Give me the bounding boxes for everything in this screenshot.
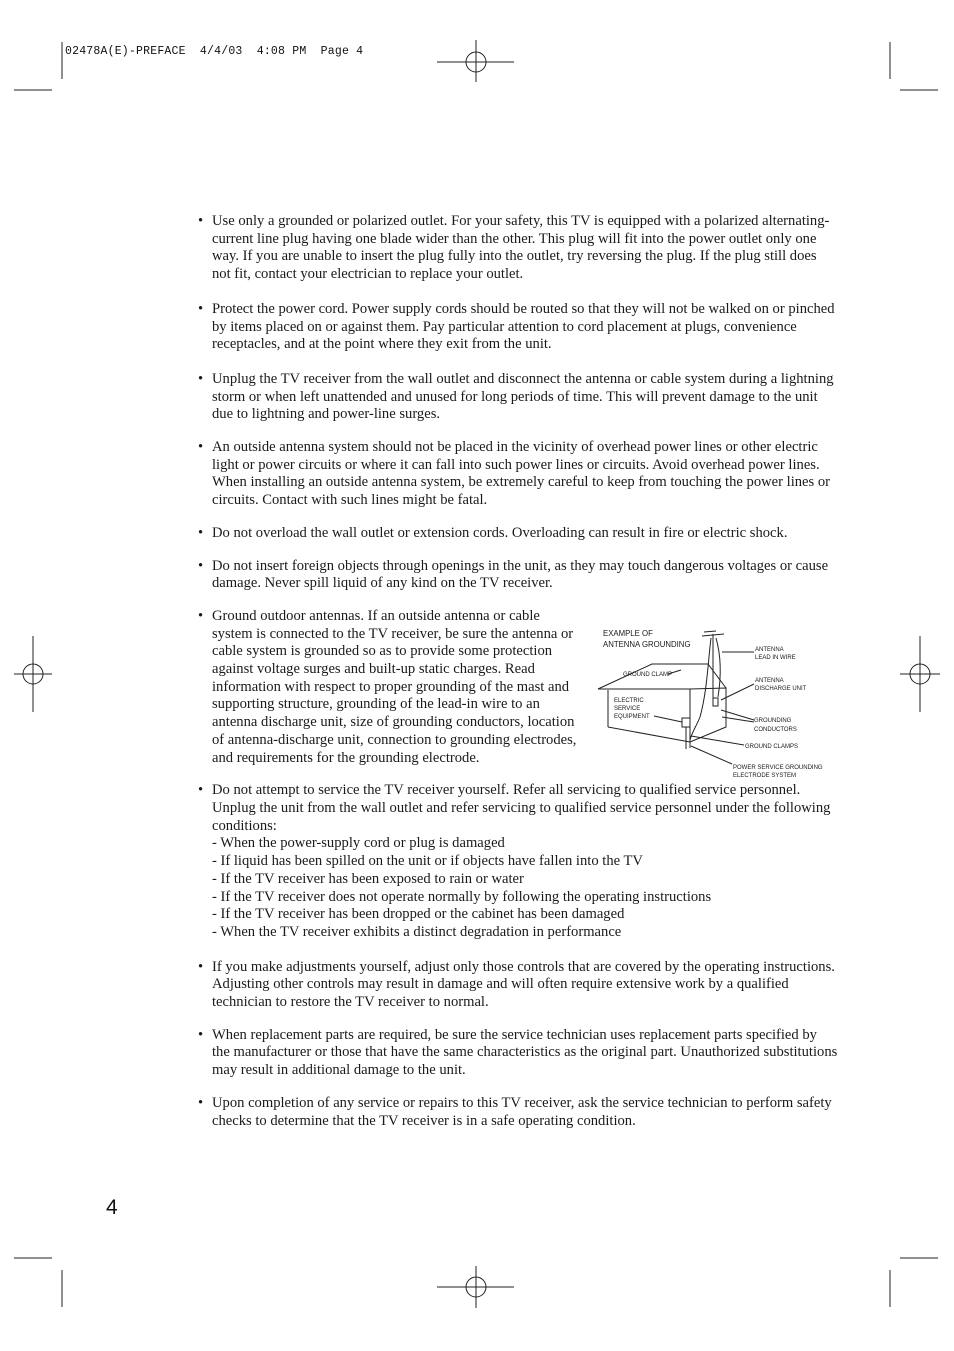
print-slug: 02478A(E)-PREFACE 4/4/03 4:08 PM Page 4 [65, 45, 364, 58]
item-text: An outside antenna system should not be placed in the vicinity of overhead power lines or other electric light or power circuits or where it can fall into such power lines or circuits. Avoid overhead power lines. When installing an outside antenna system, be extremely careful to keep from touching the power lines or circuits. Contact with such lines might be fatal. [212, 439, 831, 509]
bullet: • [198, 524, 204, 541]
condition-line: - If liquid has been spilled on the unit or if objects have fallen into the TV [212, 853, 643, 870]
label-power-service-1: POWER SERVICE GROUNDING [733, 765, 823, 771]
list-item [198, 371, 838, 424]
label-antenna-lead-1: ANTENNA [755, 647, 784, 653]
item-text: Upon completion of any service or repairs to this TV receiver, ask the service technician to perform safety checks to determine that the TV receiver is in a safe operating condition. [212, 1094, 832, 1129]
list-item [198, 1095, 838, 1130]
bullet: • [198, 1026, 204, 1043]
item-text: When replacement parts are required, be sure the service technician uses replacement parts specified by the manufacturer or those that have the same characteristics as the original part. Unauthorized substitutions may result in additional damage to the unit. [212, 1026, 838, 1079]
service-box [682, 718, 690, 727]
antenna-grounding-diagram [590, 622, 836, 782]
item-text: Do not overload the wall outlet or extension cords. Overloading can result in fire or electric shock. [212, 524, 788, 541]
bullet: • [198, 439, 204, 456]
item-text: Ground outdoor antennas. If an outside antenna or cable system is connected to the TV receiver, be sure the antenna or cable system is grounded so as to provide some protection against voltage surges and built-up static charges. Read information with respect to proper grounding of the mast and supporting structure, grounding of the lead-in wire to an antenna discharge unit, size of grounding conductors, location of antenna-discharge unit, connection to grounding electrodes, and requirements for the grounding electrode. [212, 607, 577, 766]
label-grounding-1: GROUNDING [754, 718, 792, 724]
label-power-service-2: ELECTRODE SYSTEM [733, 773, 797, 779]
list-item [198, 782, 838, 941]
label-electric-1: ELECTRIC [614, 698, 644, 704]
label-discharge-2: DISCHARGE UNIT [755, 686, 807, 692]
list-item [198, 1027, 838, 1080]
item-text: Use only a grounded or polarized outlet. For your safety, this TV is equipped with a polarized alternating-current line plug having one blade wider than the other. This plug will fit into the power outlet only one way. If you are unable to insert the plug fully into the outlet, try reversing the plug. If the plug still does not fit, contact your electrician to replace your outlet. [212, 213, 830, 283]
bullet: • [198, 213, 204, 229]
diagram-title-1: EXAMPLE OF [603, 629, 653, 638]
bullet: • [198, 370, 204, 387]
diagram-title-2: ANTENNA GROUNDING [603, 640, 691, 649]
item-text: Protect the power cord. Power supply cords should be routed so that they will not be walked on or pinched by items placed on or against them. Pay particular attention to cord placement at plugs, convenience receptacles, and at the point where they exit from the unit. [212, 300, 835, 353]
condition-line: - If the TV receiver does not operate normally by following the operating instructions [212, 888, 712, 905]
item-text: Unplug the TV receiver from the wall outlet and disconnect the antenna or cable system during a lightning storm or when left unattended and unused for long periods of time. This will prevent damage to the unit due to lightning and power-line surges. [212, 370, 834, 423]
condition-line: - If the TV receiver has been exposed to rain or water [212, 870, 524, 887]
list-item [198, 525, 838, 543]
item-text: Do not attempt to service the TV receiver yourself. Refer all servicing to qualified service personnel. Unplug the unit from the wall outlet and refer servicing to qualified service personnel under the following conditions: [212, 782, 831, 834]
condition-line: - If the TV receiver has been dropped or the cabinet has been damaged [212, 906, 625, 923]
list-item [198, 301, 838, 354]
condition-line: - When the TV receiver exhibits a distinct degradation in performance [212, 923, 622, 940]
label-ground-clamp: GROUND CLAMP [623, 672, 673, 678]
list-item [198, 959, 838, 1012]
label-ground-clamps: GROUND CLAMPS [745, 744, 799, 750]
bullet: • [198, 958, 204, 975]
label-discharge-1: ANTENNA [755, 678, 784, 684]
discharge-unit [713, 698, 718, 706]
item-text: Do not insert foreign objects through openings in the unit, as they may touch dangerous voltages or cause damage. Never spill liquid of any kind on the TV receiver. [212, 557, 829, 592]
list-item [198, 439, 838, 510]
page-number: 4 [106, 1196, 118, 1219]
list-item [198, 558, 838, 593]
condition-line: - When the power-supply cord or plug is damaged [212, 835, 505, 852]
label-grounding-2: CONDUCTORS [754, 727, 797, 733]
bullet: • [198, 557, 204, 574]
bullet: • [198, 782, 204, 799]
label-electric-3: EQUIPMENT [614, 714, 650, 720]
bullet: • [198, 607, 204, 624]
label-antenna-lead-2: LEAD IN WIRE [755, 655, 796, 661]
item-text: If you make adjustments yourself, adjust only those controls that are covered by the operating instructions. Adjusting other controls may result in damage and will often require extensive work by a qualified technician to restore the TV receiver to normal. [212, 958, 835, 1011]
bullet: • [198, 300, 204, 317]
list-item [198, 213, 838, 284]
label-electric-2: SERVICE [614, 706, 641, 712]
bullet: • [198, 1094, 204, 1111]
